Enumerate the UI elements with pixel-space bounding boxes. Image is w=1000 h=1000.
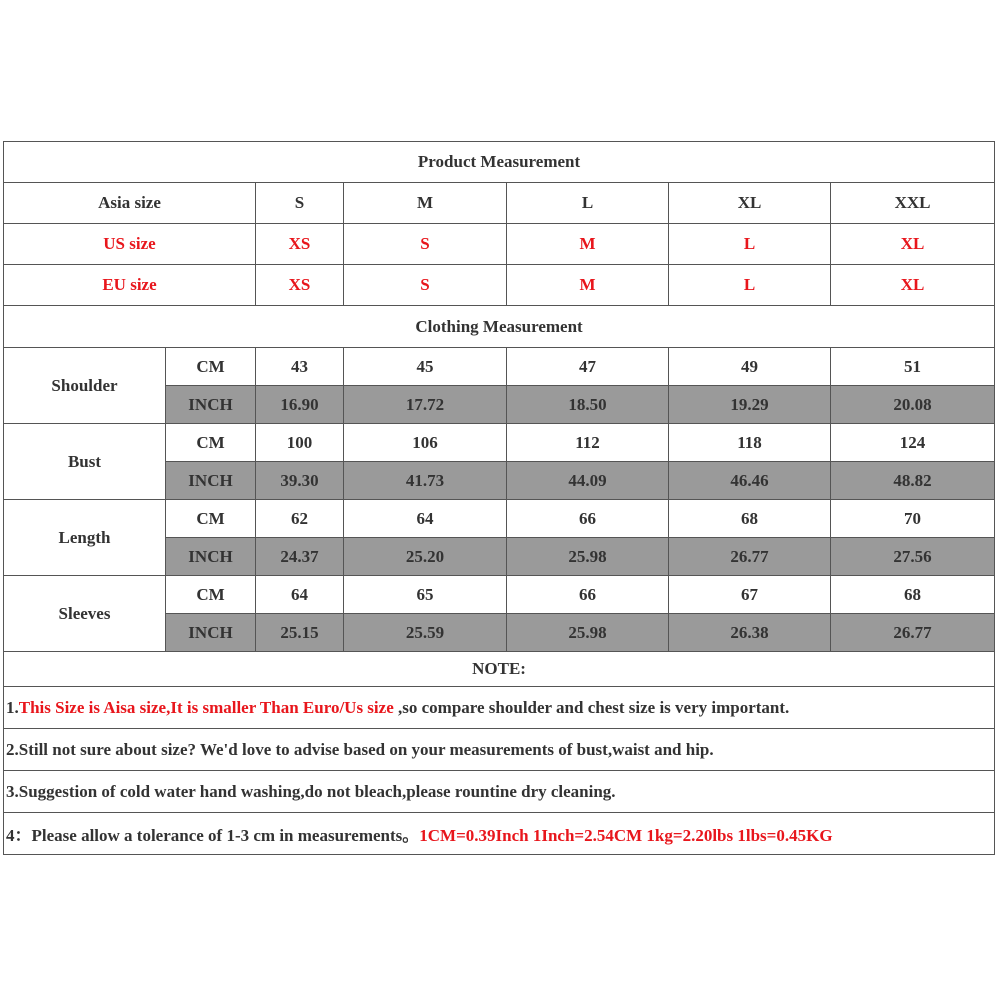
cm-value: 100 bbox=[256, 424, 344, 462]
note-row bbox=[4, 729, 995, 771]
inch-value: 25.98 bbox=[507, 538, 669, 576]
clothing-heading-row bbox=[4, 306, 995, 348]
cm-value: 43 bbox=[256, 348, 344, 386]
measurement-row-cm bbox=[4, 500, 995, 538]
unit-label-cm: CM bbox=[166, 424, 256, 462]
note-text: ,so compare shoulder and chest size is very important. bbox=[393, 697, 790, 717]
size-value-asia: XXL bbox=[831, 183, 995, 224]
clothing-heading: Clothing Measurement bbox=[4, 306, 995, 348]
inch-value: 46.46 bbox=[669, 462, 831, 500]
cm-value: 106 bbox=[344, 424, 507, 462]
size-value-eu: S bbox=[344, 265, 507, 306]
unit-label-cm: CM bbox=[166, 576, 256, 614]
size-value-us: XL bbox=[831, 224, 995, 265]
measurement-name: Bust bbox=[4, 424, 166, 500]
measurement-name: Length bbox=[4, 500, 166, 576]
inch-value: 19.29 bbox=[669, 386, 831, 424]
size-row-eu bbox=[4, 265, 995, 306]
measurement-row-cm bbox=[4, 348, 995, 386]
note-highlight-text: This Size is Aisa size,It is smaller Than Euro/Us size bbox=[18, 697, 394, 717]
cm-value: 64 bbox=[256, 576, 344, 614]
size-label-us: US size bbox=[4, 224, 256, 265]
note-text: 1. bbox=[6, 697, 19, 717]
measurement-name: Sleeves bbox=[4, 576, 166, 652]
note-row bbox=[4, 813, 995, 855]
note-row bbox=[4, 687, 995, 729]
unit-label-inch: INCH bbox=[166, 462, 256, 500]
cm-value: 66 bbox=[507, 500, 669, 538]
cm-value: 47 bbox=[507, 348, 669, 386]
size-label-asia: Asia size bbox=[4, 183, 256, 224]
measurement-row-cm bbox=[4, 576, 995, 614]
title-row bbox=[4, 142, 995, 183]
unit-label-inch: INCH bbox=[166, 386, 256, 424]
inch-value: 48.82 bbox=[831, 462, 995, 500]
size-row-us bbox=[4, 224, 995, 265]
inch-value: 25.98 bbox=[507, 614, 669, 652]
measurement-row-cm bbox=[4, 424, 995, 462]
inch-value: 16.90 bbox=[256, 386, 344, 424]
inch-value: 26.38 bbox=[669, 614, 831, 652]
note-item bbox=[4, 813, 995, 855]
size-value-asia: M bbox=[344, 183, 507, 224]
inch-value: 25.20 bbox=[344, 538, 507, 576]
inch-value: 25.59 bbox=[344, 614, 507, 652]
page-title: Product Measurement bbox=[4, 142, 995, 183]
inch-value: 26.77 bbox=[831, 614, 995, 652]
unit-label-cm: CM bbox=[166, 500, 256, 538]
size-chart-table bbox=[3, 141, 995, 855]
cm-value: 67 bbox=[669, 576, 831, 614]
inch-value: 20.08 bbox=[831, 386, 995, 424]
inch-value: 17.72 bbox=[344, 386, 507, 424]
cm-value: 65 bbox=[344, 576, 507, 614]
cm-value: 124 bbox=[831, 424, 995, 462]
size-value-eu: M bbox=[507, 265, 669, 306]
size-value-eu: L bbox=[669, 265, 831, 306]
note-text: 2.Still not sure about size? We'd love to advise based on your measurements of bust,waist and hip. bbox=[6, 739, 714, 759]
cm-value: 68 bbox=[669, 500, 831, 538]
inch-value: 39.30 bbox=[256, 462, 344, 500]
cm-value: 49 bbox=[669, 348, 831, 386]
size-label-eu: EU size bbox=[4, 265, 256, 306]
inch-value: 26.77 bbox=[669, 538, 831, 576]
unit-label-cm: CM bbox=[166, 348, 256, 386]
cm-value: 62 bbox=[256, 500, 344, 538]
note-text: 3.Suggestion of cold water hand washing,do not bleach,please rountine dry cleaning. bbox=[6, 781, 616, 801]
size-value-eu: XS bbox=[256, 265, 344, 306]
inch-value: 18.50 bbox=[507, 386, 669, 424]
measurement-name: Shoulder bbox=[4, 348, 166, 424]
note-highlight-text: 1CM=0.39Inch 1Inch=2.54CM 1kg=2.20lbs 1lbs=0.45KG bbox=[419, 826, 833, 845]
size-value-us: L bbox=[669, 224, 831, 265]
inch-value: 25.15 bbox=[256, 614, 344, 652]
cm-value: 70 bbox=[831, 500, 995, 538]
inch-value: 24.37 bbox=[256, 538, 344, 576]
note-item bbox=[4, 687, 995, 729]
size-value-asia: XL bbox=[669, 183, 831, 224]
note-text: 4：Please allow a tolerance of 1-3 cm in measurements。 bbox=[6, 826, 420, 845]
inch-value: 44.09 bbox=[507, 462, 669, 500]
size-value-us: S bbox=[344, 224, 507, 265]
note-item bbox=[4, 771, 995, 813]
cm-value: 45 bbox=[344, 348, 507, 386]
note-item bbox=[4, 729, 995, 771]
unit-label-inch: INCH bbox=[166, 538, 256, 576]
cm-value: 68 bbox=[831, 576, 995, 614]
cm-value: 66 bbox=[507, 576, 669, 614]
cm-value: 112 bbox=[507, 424, 669, 462]
size-value-eu: XL bbox=[831, 265, 995, 306]
note-heading: NOTE: bbox=[4, 652, 995, 687]
cm-value: 118 bbox=[669, 424, 831, 462]
cm-value: 51 bbox=[831, 348, 995, 386]
note-row bbox=[4, 771, 995, 813]
size-value-asia: S bbox=[256, 183, 344, 224]
unit-label-inch: INCH bbox=[166, 614, 256, 652]
size-value-us: XS bbox=[256, 224, 344, 265]
cm-value: 64 bbox=[344, 500, 507, 538]
inch-value: 41.73 bbox=[344, 462, 507, 500]
size-row-asia bbox=[4, 183, 995, 224]
size-value-us: M bbox=[507, 224, 669, 265]
note-heading-row bbox=[4, 652, 995, 687]
size-value-asia: L bbox=[507, 183, 669, 224]
inch-value: 27.56 bbox=[831, 538, 995, 576]
